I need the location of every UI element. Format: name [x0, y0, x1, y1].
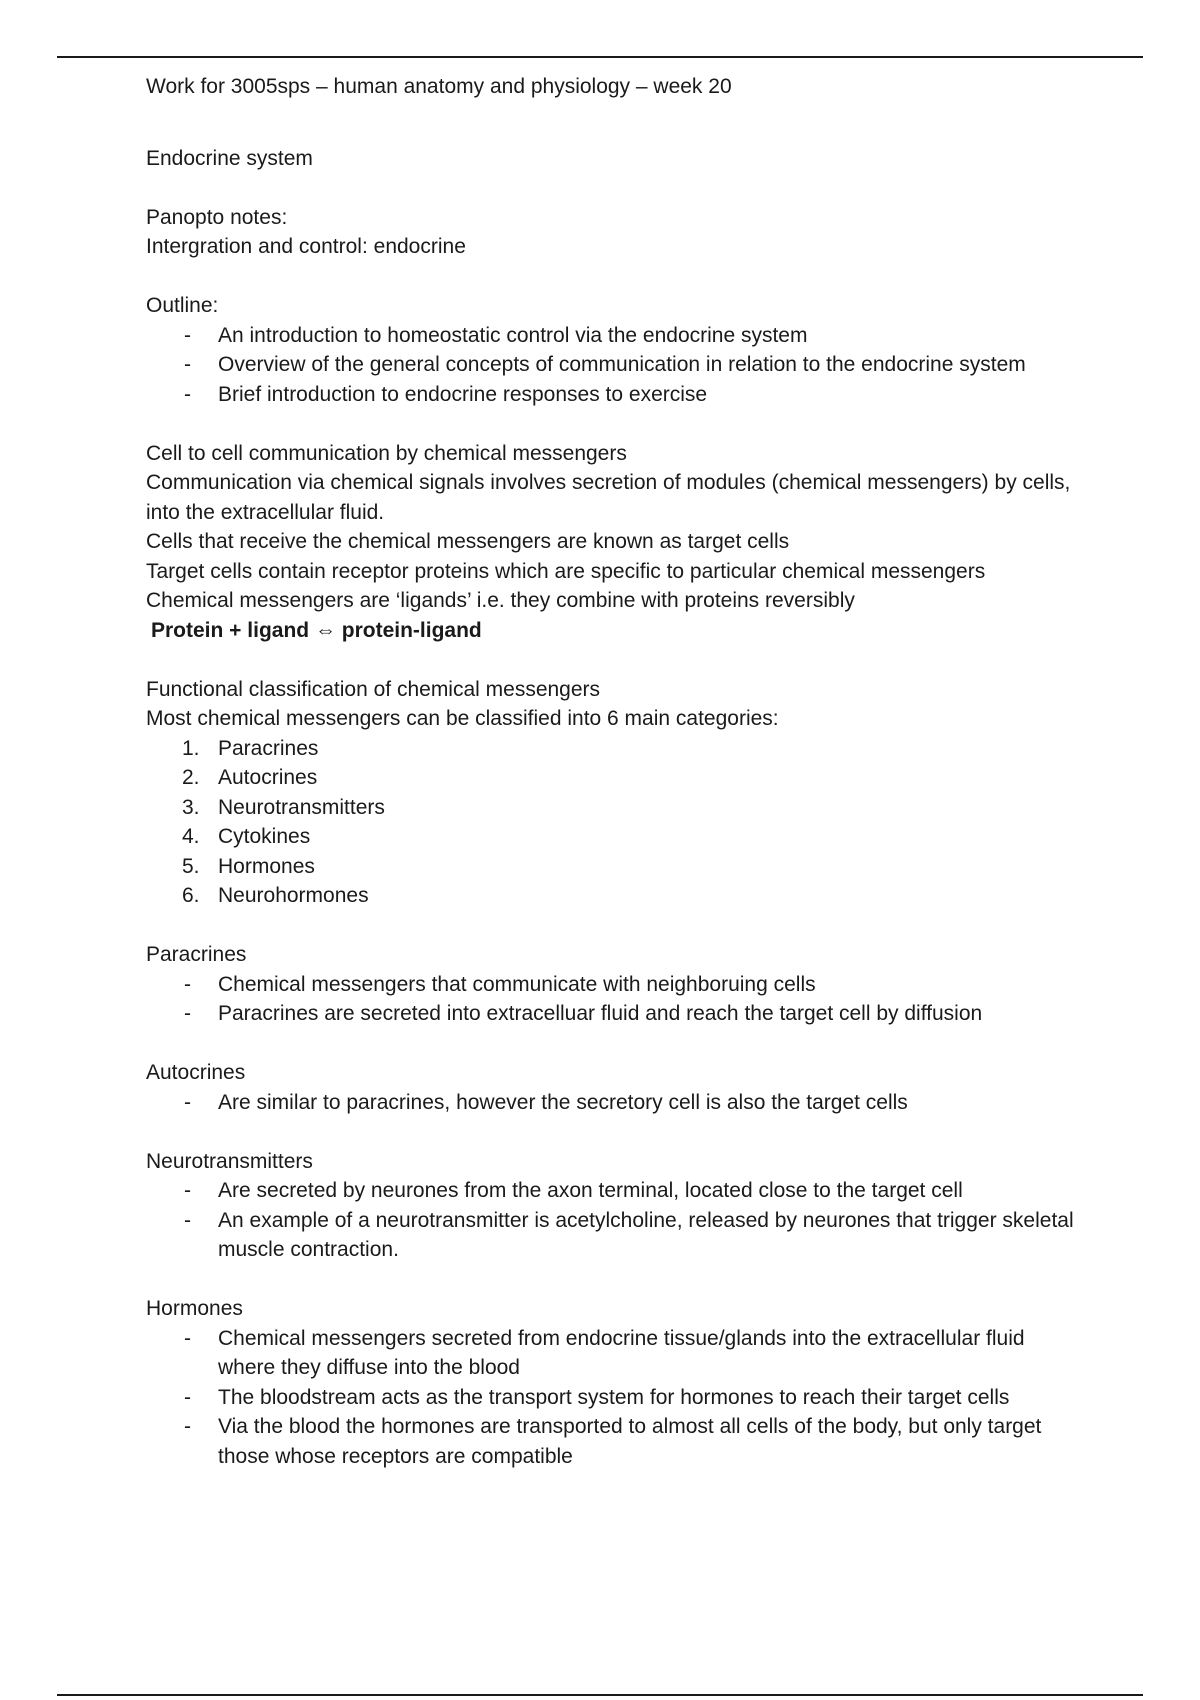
panopto-subtitle: Intergration and control: endocrine [146, 235, 466, 258]
topic-heading: Endocrine system [146, 146, 313, 170]
paragraph: Chemical messengers are ‘ligands’ i.e. they combine with proteins reversibly [146, 589, 855, 612]
hormones-list [146, 1324, 1076, 1472]
autocrines-heading: Autocrines [146, 1061, 246, 1084]
bottom-rule [57, 1694, 1143, 1696]
list-item: - An example of a neurotransmitter is acetylcholine, released by neurones that trigger skeletal muscle contraction. [184, 1208, 1074, 1261]
list-item: - Paracrines are secreted into extracelluar fluid and reach the target cell by diffusion [184, 1002, 983, 1025]
list-item: 4. Cytokines [182, 825, 311, 848]
list-item: - Are similar to paracrines, however the secretory cell is also the target cells [184, 1090, 908, 1114]
page-title: Work for 3005sps – human anatomy and physiology – week 20 [146, 75, 732, 98]
paracrines-list [146, 970, 1076, 1029]
list-item: - The bloodstream acts as the transport system for hormones to reach their target cells [184, 1385, 1010, 1409]
cell-communication-heading: Cell to cell communication by chemical messengers [146, 441, 627, 465]
list-item: - Chemical messengers secreted from endocrine tissue/glands into the extracellular fluid where they diffuse into the blood [184, 1326, 1025, 1379]
list-item: - Via the blood the hormones are transported to almost all cells of the body, but only target those whose receptors are compatible [184, 1415, 1042, 1468]
list-item: 6. Neurohormones [182, 884, 369, 907]
list-item: - Overview of the general concepts of communication in relation to the endocrine system [184, 353, 1026, 376]
document-body [146, 72, 1076, 1471]
list-item: - Chemical messengers that communicate with neighboruing cells [184, 972, 816, 996]
paragraph: Target cells contain receptor proteins which are specific to particular chemical messengers [146, 559, 986, 583]
paracrines-heading: Paracrines [146, 943, 247, 966]
top-rule [57, 56, 1143, 58]
list-item: 2. Autocrines [182, 766, 318, 789]
paragraph: Cells that receive the chemical messengers are known as target cells [146, 530, 790, 553]
list-item: - Are secreted by neurones from the axon terminal, located close to the target cell [184, 1179, 963, 1202]
autocrines-list [146, 1088, 1076, 1118]
list-item: 3. Neurotransmitters [182, 795, 385, 819]
list-item: - Brief introduction to endocrine responses to exercise [184, 382, 708, 406]
list-item: 1. Paracrines [182, 736, 319, 760]
outline-list [146, 321, 1076, 410]
neurotransmitters-heading: Neurotransmitters [146, 1149, 313, 1173]
hormones-heading: Hormones [146, 1297, 243, 1320]
outline-heading: Outline: [146, 294, 219, 317]
classification-intro: Most chemical messengers can be classified into 6 main categories: [146, 707, 779, 730]
panopto-label: Panopto notes: [146, 205, 288, 229]
list-item: - An introduction to homeostatic control via the endocrine system [184, 323, 808, 347]
paragraph: Communication via chemical signals involves secretion of modules (chemical messengers) by cells, into the extracellular fluid. [146, 471, 1071, 524]
classification-heading: Functional classification of chemical messengers [146, 677, 601, 701]
classification-list [146, 734, 1076, 911]
ligand-equation: Protein + ligand ⇔ protein-ligand [151, 618, 482, 642]
neurotransmitters-list [146, 1176, 1076, 1265]
list-item: 5. Hormones [182, 854, 315, 878]
